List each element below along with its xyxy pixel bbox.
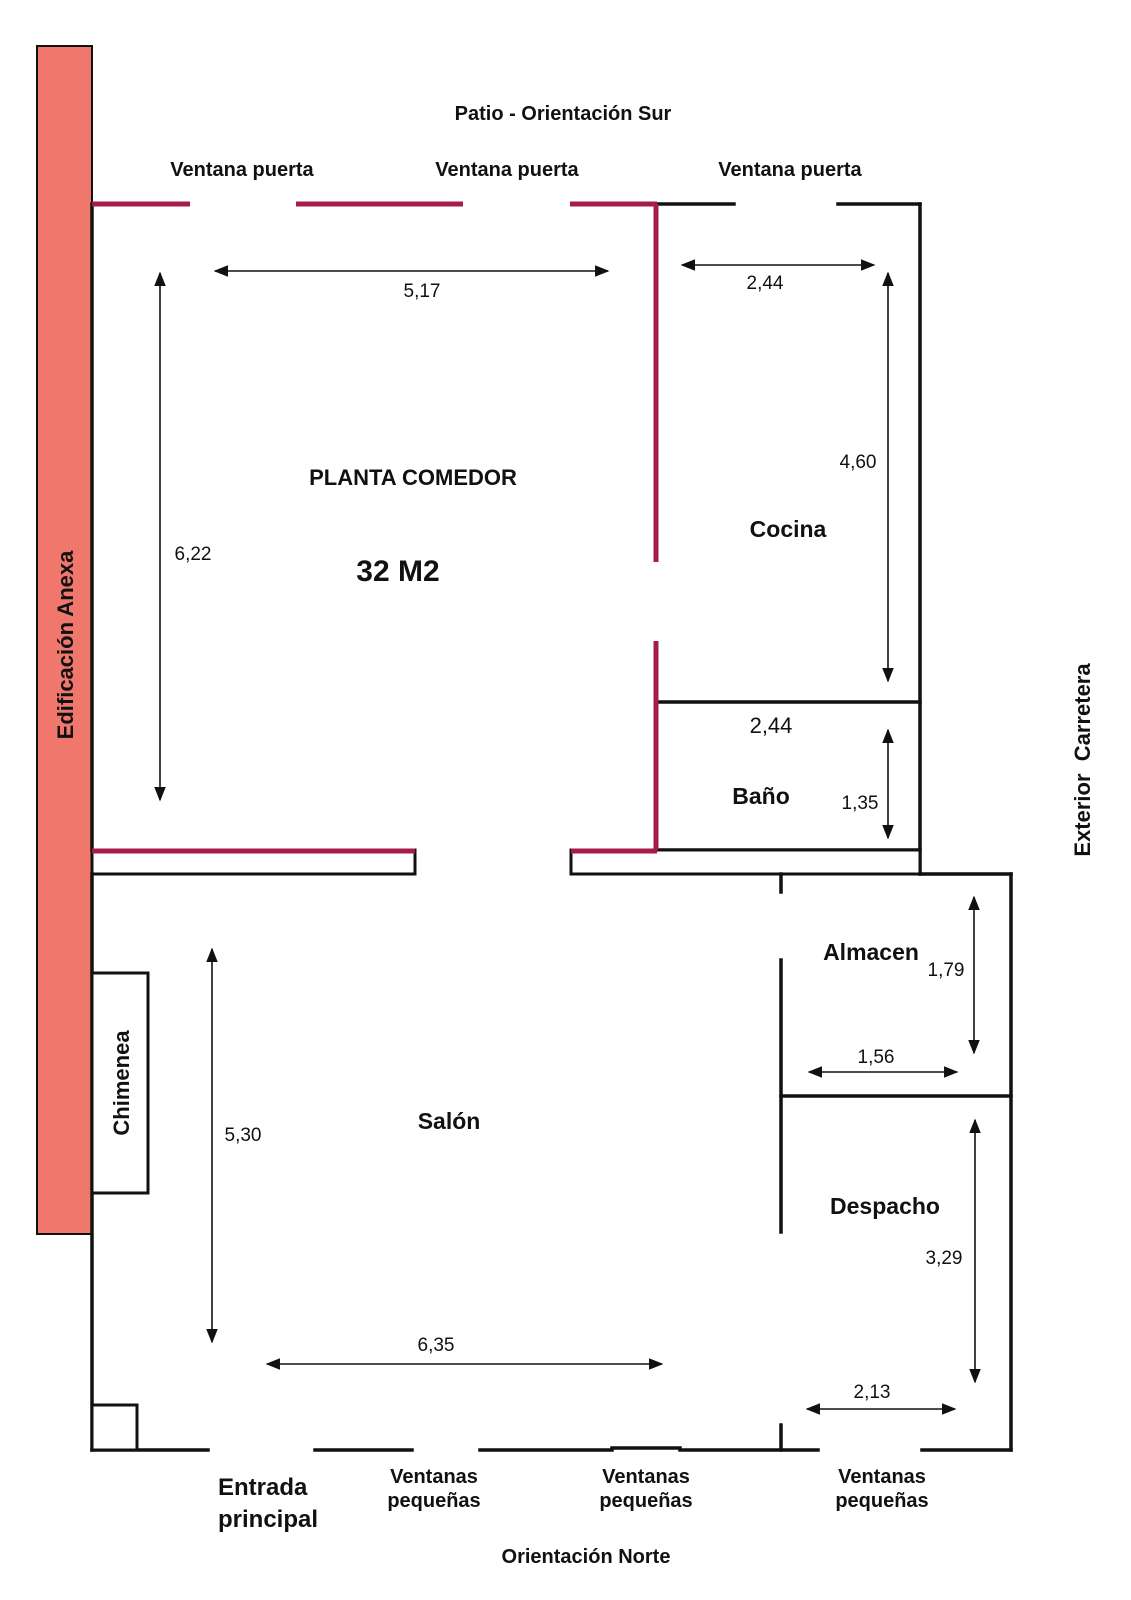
- kitchen-depth-value: 4,60: [839, 452, 877, 473]
- office-depth-value: 3,29: [925, 1248, 963, 1269]
- small-windows-label-3-line1: Ventanas: [838, 1466, 926, 1488]
- dining-width-value: 5,17: [403, 281, 441, 302]
- small-windows-label-1-line1: Ventanas: [390, 1466, 478, 1488]
- ledge-left: [92, 850, 415, 874]
- fireplace-label: Chimenea: [109, 1030, 134, 1136]
- dining-area: 32 M2: [356, 555, 440, 588]
- dining-title: PLANTA COMEDOR: [309, 465, 517, 490]
- ledge-right: [571, 850, 920, 874]
- storage-label: Almacen: [823, 939, 919, 965]
- bathroom-depth-value: 1,35: [841, 793, 879, 814]
- door-window-label-1: Ventana puerta: [170, 159, 314, 181]
- road-label: Exterior Carretera: [1070, 663, 1095, 857]
- living-label: Salón: [417, 1108, 481, 1134]
- small-windows-label-3-line2: pequeñas: [835, 1490, 929, 1512]
- annex-label: Edificación Anexa: [53, 550, 78, 740]
- office-width-value: 2,13: [853, 1382, 891, 1403]
- bathroom-width-value: 2,44: [749, 713, 793, 738]
- living-depth-value: 5,30: [224, 1125, 262, 1146]
- north-orientation-label: Orientación Norte: [501, 1546, 671, 1568]
- dining-depth-value: 6,22: [174, 544, 212, 565]
- kitchen-label: Cocina: [749, 516, 827, 542]
- kitchen-width-value: 2,44: [746, 273, 784, 294]
- door-window-label-3: Ventana puerta: [718, 159, 862, 181]
- corner-column: [92, 1405, 137, 1450]
- storage-depth-value: 1,79: [927, 960, 965, 981]
- entrance-label-line1: Entrada: [218, 1474, 308, 1501]
- door-window-label-2: Ventana puerta: [435, 159, 579, 181]
- bathroom-label: Baño: [732, 783, 790, 809]
- small-windows-label-1-line2: pequeñas: [387, 1490, 481, 1512]
- living-width-value: 6,35: [417, 1335, 455, 1356]
- south-orientation-label: Patio - Orientación Sur: [454, 103, 672, 125]
- dining-highlight-walls: [92, 204, 657, 851]
- entrance-label-line2: principal: [218, 1506, 319, 1533]
- office-label: Despacho: [830, 1193, 940, 1219]
- storage-width-value: 1,56: [857, 1047, 895, 1068]
- dimension-lines: [160, 265, 975, 1409]
- small-windows-label-2-line2: pequeñas: [599, 1490, 693, 1512]
- labels: [53, 103, 1095, 1568]
- small-windows-label-2-line1: Ventanas: [602, 1466, 690, 1488]
